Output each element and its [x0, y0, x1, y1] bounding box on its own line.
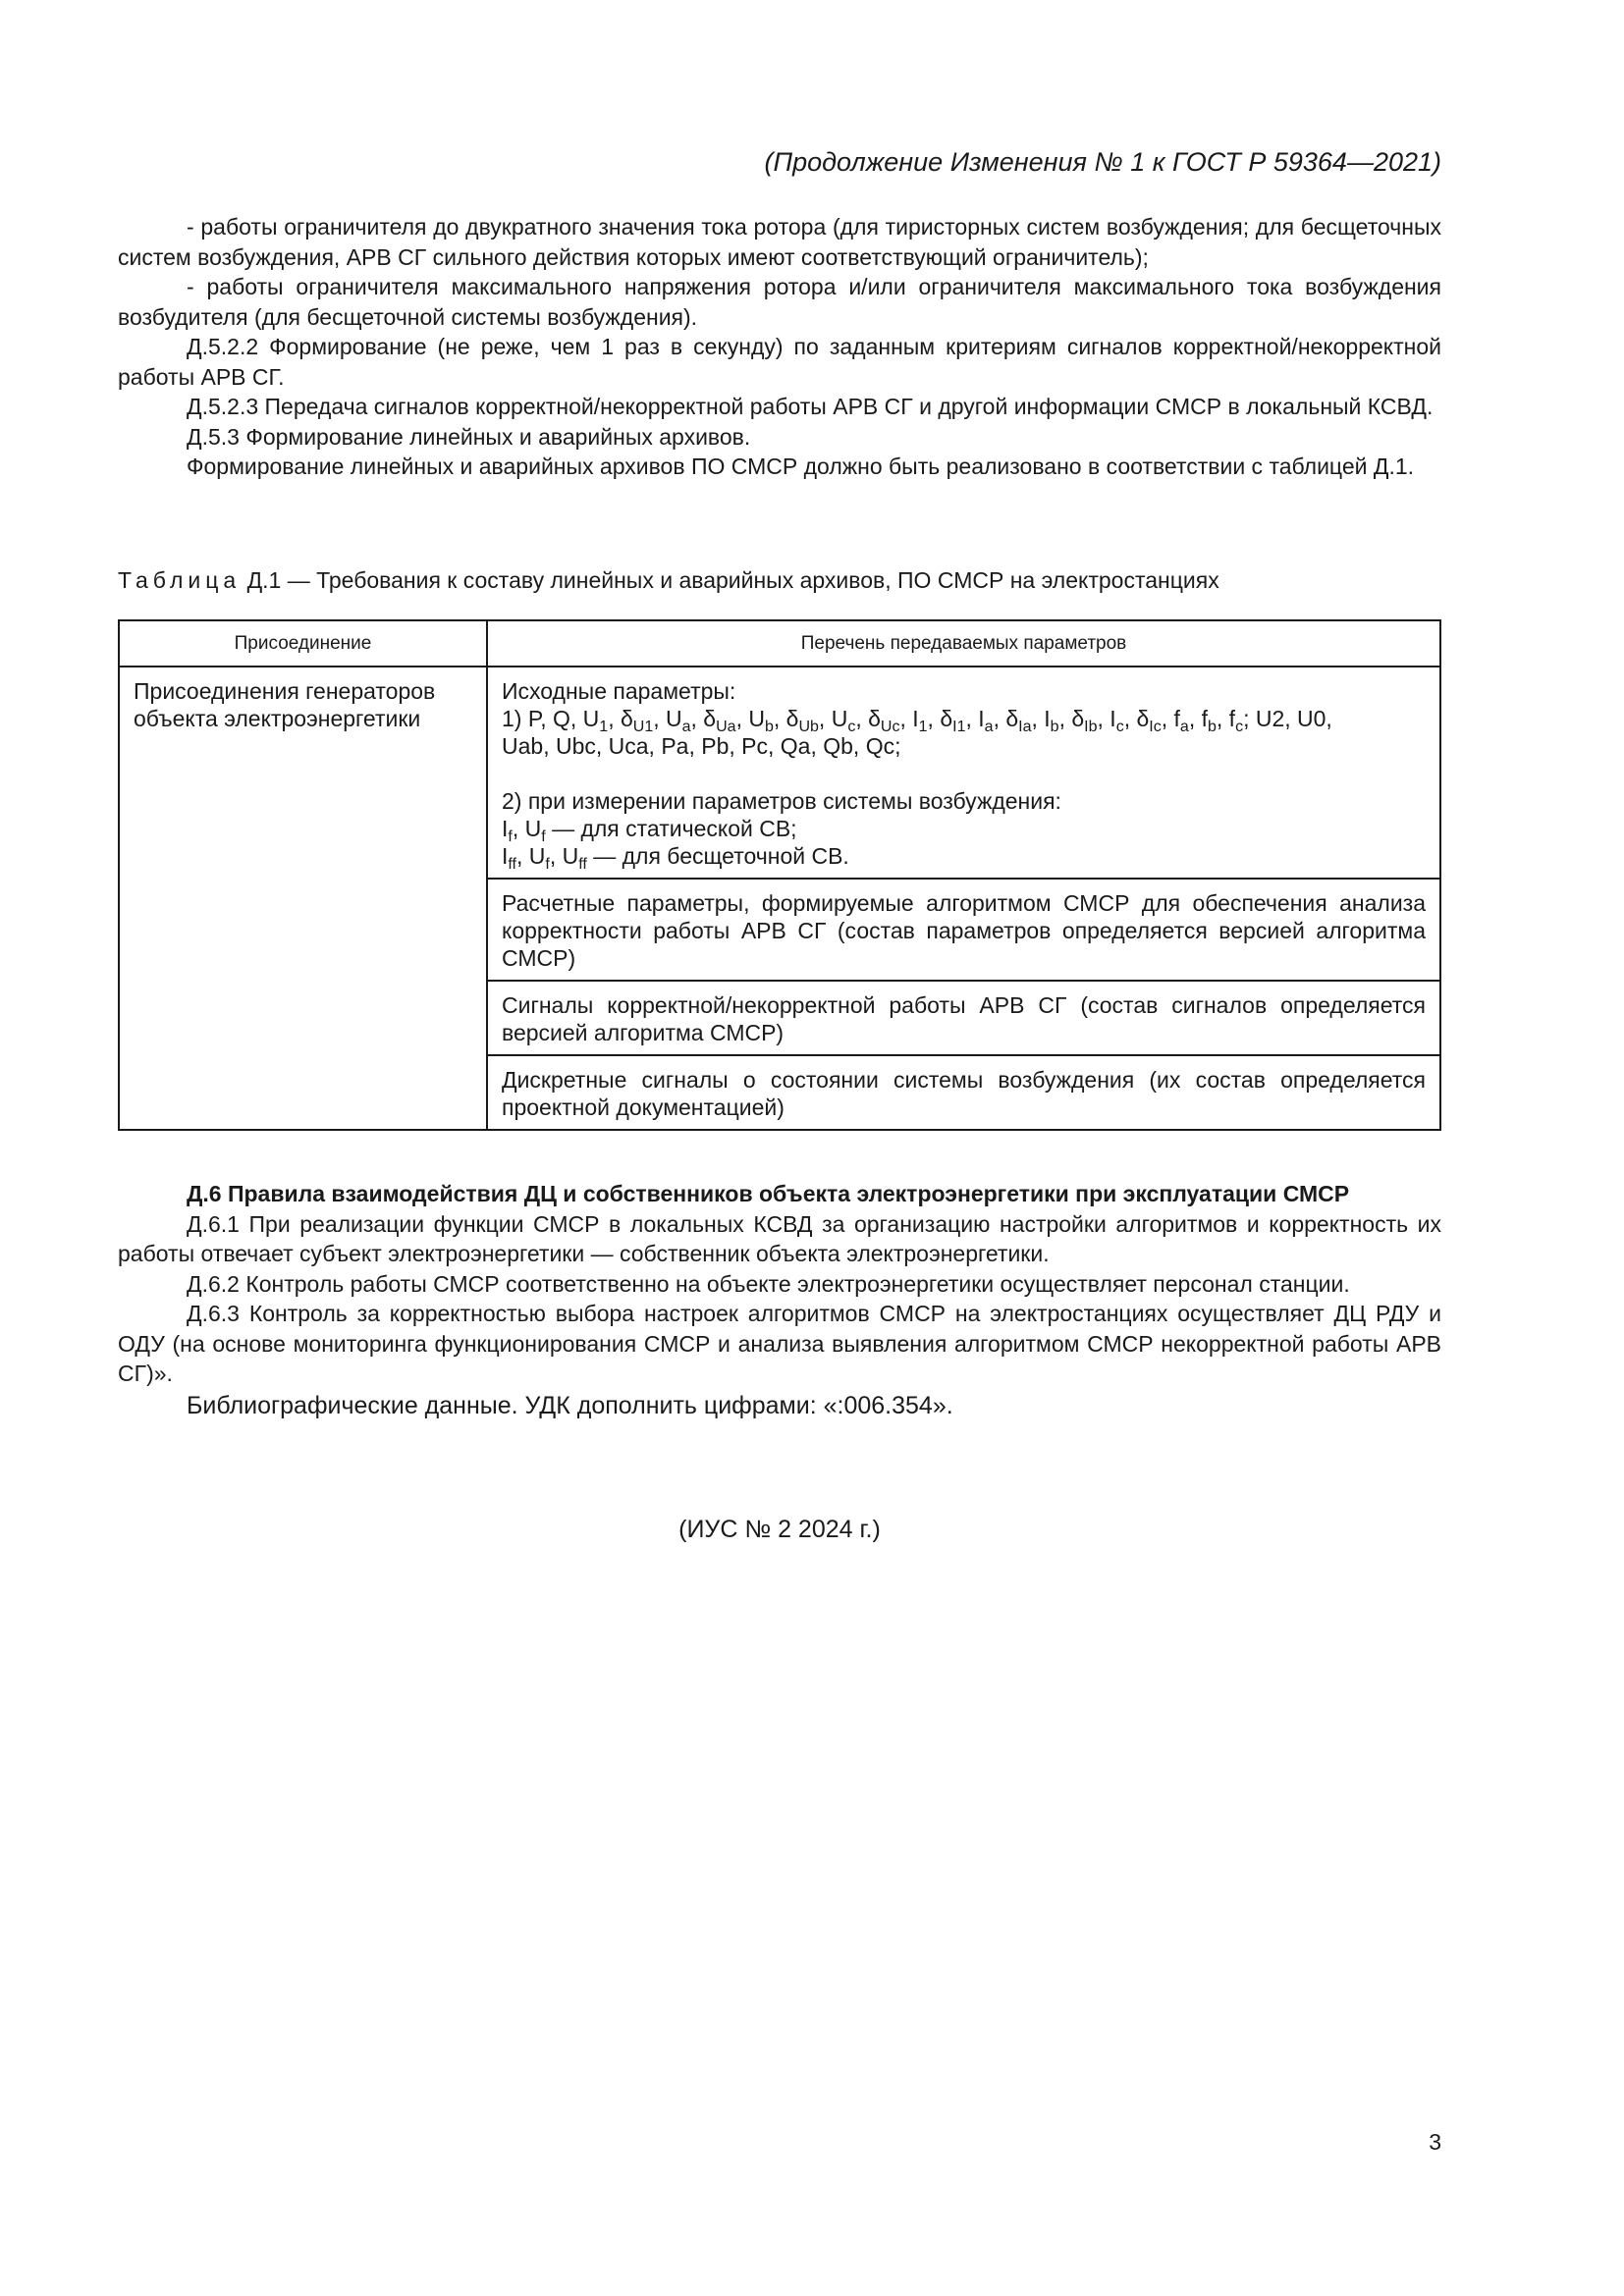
intro-paragraph: Д.5.2.2 Формирование (не реже, чем 1 раз в секунду) по заданным критериям сигналов корректной/некорректной работы АРВ СГ. [118, 334, 1441, 390]
table-row [119, 667, 1440, 879]
calculated-params-cell: Расчетные параметры, формируемые алгоритмом СМСР для обеспечения анализа корректности работы АРВ СГ (состав параметров определяется версией алгоритма СМСР) [487, 879, 1440, 981]
connection-cell: Присоединения генераторов объекта электроэнергетики [119, 667, 487, 1130]
discrete-signals-cell: Дискретные сигналы о состоянии системы возбуждения (их состав определяется проектной документацией) [487, 1055, 1440, 1130]
source-params-title: Исходные параметры: [502, 678, 736, 704]
section-title: Д.6 Правила взаимодействия ДЦ и собственников объекта электроэнергетики при эксплуатации СМСР [187, 1181, 1350, 1206]
section-paragraph: Д.6.1 При реализации функции СМСР в локальных КСВД за организацию настройки алгоритмов и корректность их работы отвечает субъект электроэнергетики — собственник объекта электроэнергетики. [118, 1210, 1441, 1266]
header-parameters: Перечень передаваемых параметров [487, 620, 1440, 667]
intro-text [118, 212, 1441, 482]
params-list: 1) P, Q, $U_1$, $\delta_{U1}$, $U_a$, $\delta_{Ua}$, $U_b$, $\delta_{Ub}$, $U_c$, $\delta_{Uc}$, $I_1$, $\delta_{I1}$, $I_a$, $\delta_{Ia}$, $I_b$, $\delta_{Ib}$, $I_c$, $\delta_{Ic}$, $f_a$, $f_b$, $f_c$; U2, U0, [502, 706, 1332, 735]
table-caption-text: Д.1 — Требования к составу линейных и аварийных архивов, ПО СМСР на электростанциях [241, 567, 1219, 593]
header-connection: Присоединение [119, 620, 487, 667]
page-number: 3 [1429, 2129, 1441, 2155]
ius-reference: (ИУС № 2 2024 г.) [678, 1516, 881, 1543]
table-caption [118, 567, 1219, 594]
running-title: (Продолжение Изменения № 1 к ГОСТ Р 59364—2021) [764, 147, 1441, 177]
section-d6 [118, 1179, 1441, 1422]
section-paragraph: Д.6.2 Контроль работы СМСР соответственно на объекте электроэнергетики осуществляет персонал станции. [187, 1270, 1350, 1297]
intro-paragraph: Д.5.3 Формирование линейных и аварийных архивов. [187, 423, 751, 450]
brushless-sv-line: $I_{ff}$, $U_f$, $U_{ff}$ — для бесщеточной СВ. [502, 843, 849, 873]
table-header-row [119, 620, 1440, 667]
signals-cell: Сигналы корректной/некорректной работы АРВ СГ (состав сигналов определяется версией алгоритма СМСР) [487, 981, 1440, 1055]
intro-paragraph: - работы ограничителя до двукратного значения тока ротора (для тиристорных систем возбуждения; для бесщеточных систем возбуждения, АРВ СГ сильного действия которых имеют соответствующий ограничитель); [118, 214, 1441, 270]
params-list-tail: Uab, Ubc, Uca, Pa, Pb, Pc, Qa, Qb, Qc; [502, 733, 901, 759]
intro-paragraph: Формирование линейных и аварийных архивов ПО СМСР должно быть реализовано в соответствии с таблицей Д.1. [187, 454, 1415, 479]
parameters-table [118, 619, 1441, 1131]
intro-paragraph: - работы ограничителя максимального напряжения ротора и/или ограничителя максимального тока возбуждения возбудителя (для бесщеточной системы возбуждения). [118, 274, 1441, 330]
excitation-title: 2) при измерении параметров системы возбуждения: [502, 788, 1061, 814]
table-caption-word: Таблица [118, 567, 242, 593]
bibliographic-data: Библиографические данные. УДК дополнить цифрами: «:006.354». [187, 1391, 953, 1419]
source-params-cell [487, 667, 1440, 879]
intro-paragraph: Д.5.2.3 Передача сигналов корректной/некорректной работы АРВ СГ и другой информации СМСР в локальный КСВД. [187, 394, 1434, 419]
static-sv-line: $I_f$, $U_f$ — для статической СВ; [502, 816, 797, 845]
section-paragraph: Д.6.3 Контроль за корректностью выбора настроек алгоритмов СМСР на электростанциях осуществляет ДЦ РДУ и ОДУ (на основе мониторинга функционирования СМСР и анализа выявления алгоритмом СМСР некорректной работы АРВ СГ)». [118, 1301, 1441, 1386]
